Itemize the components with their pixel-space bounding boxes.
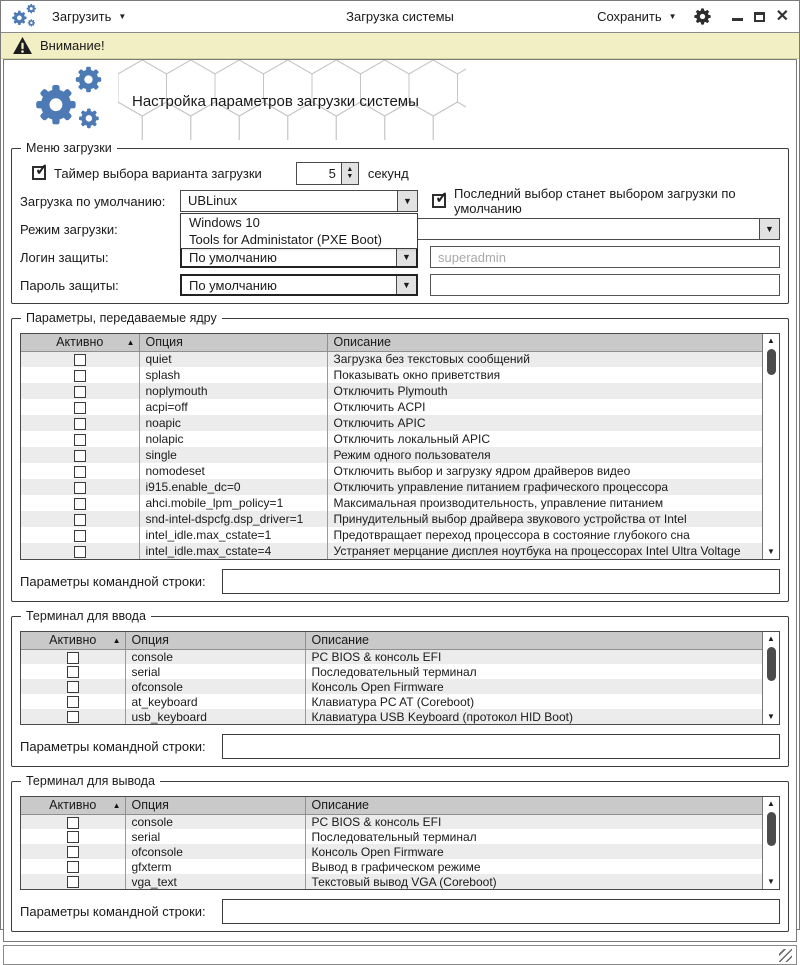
status-bar: [3, 945, 797, 965]
close-button[interactable]: ✕: [775, 7, 789, 25]
row-option: intel_idle.max_cstate=1: [139, 527, 327, 543]
input-cmdline-label: Параметры командной строки:: [20, 738, 206, 754]
row-checkbox[interactable]: [74, 386, 86, 398]
row-option: i915.enable_dc=0: [139, 479, 327, 495]
row-checkbox[interactable]: [67, 876, 79, 888]
row-checkbox[interactable]: [67, 817, 79, 829]
scrollbar-thumb[interactable]: [767, 812, 776, 846]
row-description: Последовательный терминал: [311, 664, 477, 679]
row-option: usb_keyboard: [125, 709, 305, 724]
output-cmdline-input[interactable]: [222, 899, 780, 924]
hero-header: [10, 60, 790, 142]
group-boot-menu-title: Меню загрузки: [21, 141, 117, 155]
row-description: Вывод в графическом режиме: [311, 859, 481, 874]
warning-banner: [1, 33, 799, 59]
group-output-terminal-title: Терминал для вывода: [21, 774, 160, 788]
password-mode-value: По умолчанию: [189, 278, 277, 293]
table-row[interactable]: [21, 399, 762, 415]
row-option: serial: [125, 829, 305, 844]
table-row[interactable]: [21, 709, 762, 724]
output-terminal-table: [20, 796, 780, 890]
kernel-params-table: [20, 333, 780, 560]
maximize-button[interactable]: [754, 12, 765, 22]
scrollbar-thumb[interactable]: [767, 349, 776, 375]
dropdown-option[interactable]: Windows 10: [189, 215, 260, 230]
row-description: Отключить ACPI: [333, 400, 426, 414]
save-menu-button[interactable]: [597, 9, 677, 24]
default-boot-row: [20, 186, 780, 216]
row-description: Принудительный выбор драйвера звукового устройства от Intel: [327, 511, 762, 527]
boot-mode-label: Режим загрузки:: [20, 221, 118, 237]
column-header-description[interactable]: Описание: [305, 797, 762, 814]
row-option: noapic: [139, 415, 327, 431]
default-boot-dropdown-list: [180, 213, 418, 249]
column-header-description[interactable]: Описание: [305, 632, 762, 649]
row-option: acpi=off: [139, 399, 327, 415]
timer-checkbox-label: Таймер выбора варианта загрузки: [54, 165, 262, 181]
vertical-scrollbar[interactable]: [762, 334, 779, 559]
app-gears-icon: [11, 3, 38, 30]
row-description: Загрузка без текстовых сообщений: [327, 351, 762, 367]
row-checkbox[interactable]: [67, 861, 79, 873]
row-checkbox[interactable]: [74, 498, 86, 510]
row-checkbox[interactable]: [74, 370, 86, 382]
warning-text: Внимание!: [40, 38, 105, 53]
vertical-scrollbar[interactable]: [762, 632, 779, 724]
table-row[interactable]: [21, 829, 762, 844]
row-checkbox[interactable]: [74, 418, 86, 430]
row-option: at_keyboard: [125, 694, 305, 709]
table-row[interactable]: [21, 694, 762, 709]
row-checkbox[interactable]: [74, 482, 86, 494]
row-checkbox[interactable]: [74, 434, 86, 446]
chevron-down-icon[interactable]: ▼: [396, 248, 416, 266]
group-kernel-params-title: Параметры, передаваемые ядру: [21, 311, 222, 325]
input-cmdline-row: [20, 733, 780, 759]
table-row[interactable]: [21, 351, 762, 367]
row-description: Последовательный терминал: [311, 829, 477, 844]
login-mode-value: По умолчанию: [189, 250, 277, 265]
column-header-active[interactable]: Активно ▲: [21, 797, 125, 814]
timer-spinbox[interactable]: [296, 162, 359, 185]
row-checkbox[interactable]: [74, 530, 86, 542]
row-checkbox[interactable]: [67, 696, 79, 708]
group-kernel-params: [11, 311, 789, 602]
row-description: Режим одного пользователя: [327, 447, 762, 463]
table-row[interactable]: [21, 527, 762, 543]
row-checkbox[interactable]: [74, 466, 86, 478]
row-option: nomodeset: [139, 463, 327, 479]
password-mode-combobox[interactable]: [180, 274, 418, 296]
page-title: Настройка параметров загрузки системы: [132, 92, 419, 110]
login-input[interactable]: [430, 246, 780, 268]
table-row[interactable]: [21, 415, 762, 431]
scroll-down-icon[interactable]: ▼: [767, 547, 775, 556]
row-description: PC BIOS & консоль EFI: [305, 649, 762, 664]
table-row[interactable]: [21, 479, 762, 495]
row-checkbox[interactable]: [67, 652, 79, 664]
sort-asc-icon: ▲: [126, 338, 135, 347]
input-terminal-table: [20, 631, 780, 725]
table-row[interactable]: [21, 844, 762, 859]
titlebar: [1, 1, 799, 33]
window-title: Загрузка системы: [346, 9, 454, 24]
row-description: Отключить APIC: [327, 415, 762, 431]
warning-triangle-icon: [13, 37, 32, 54]
default-boot-label: Загрузка по умолчанию:: [20, 193, 166, 209]
group-output-terminal: [11, 774, 789, 932]
table-row[interactable]: [21, 463, 762, 479]
row-description: Показывать окно приветствия: [333, 368, 501, 382]
row-checkbox[interactable]: [74, 450, 86, 462]
column-header-option[interactable]: Опция: [139, 334, 327, 351]
timer-value: 5: [328, 165, 336, 181]
row-option: gfxterm: [125, 859, 305, 874]
row-option: console: [125, 814, 305, 829]
sort-asc-icon: ▲: [112, 636, 121, 645]
load-menu-label: Загрузить: [52, 9, 112, 24]
row-description: Консоль Open Firmware: [305, 679, 762, 694]
row-description: Отключить локальный APIC: [333, 432, 491, 446]
timer-row: [20, 162, 780, 184]
kernel-cmdline-row: [20, 568, 780, 594]
row-option: ahci.mobile_lpm_policy=1: [139, 495, 327, 511]
scroll-down-icon[interactable]: ▼: [767, 877, 775, 886]
login-mode-combobox[interactable]: [180, 246, 418, 268]
settings-gear-icon[interactable]: [693, 7, 712, 26]
output-cmdline-row: [20, 898, 780, 924]
dropdown-option[interactable]: Tools for Administator (PXE Boot): [189, 232, 382, 247]
login-row: [20, 246, 780, 268]
column-header-description[interactable]: Описание: [327, 334, 762, 351]
row-option: single: [139, 447, 327, 463]
scroll-down-icon[interactable]: ▼: [767, 712, 775, 721]
scrollbar-thumb[interactable]: [767, 647, 776, 681]
row-checkbox[interactable]: [74, 546, 86, 558]
scroll-up-icon[interactable]: ▲: [767, 634, 775, 643]
password-input[interactable]: [430, 274, 780, 296]
table-row[interactable]: [21, 383, 762, 399]
row-option: splash: [139, 367, 327, 383]
table-row[interactable]: [21, 679, 762, 694]
table-row[interactable]: [21, 543, 762, 559]
row-description: Отключить управление питанием графического процессора: [327, 479, 762, 495]
chevron-down-icon[interactable]: ▼: [396, 276, 416, 294]
row-description: Максимальная производительность, управление питанием: [333, 496, 664, 510]
spin-up-down-icons[interactable]: ▲ ▼: [341, 163, 358, 184]
column-header-active[interactable]: Активно ▲: [21, 632, 125, 649]
column-header-option[interactable]: Опция: [125, 632, 305, 649]
resize-grip[interactable]: [779, 949, 792, 962]
table-row[interactable]: [21, 814, 762, 829]
table-row[interactable]: [21, 431, 762, 447]
row-description: PC BIOS & консоль EFI: [305, 814, 762, 829]
table-row[interactable]: [21, 874, 762, 889]
row-checkbox[interactable]: [67, 711, 79, 723]
scroll-up-icon[interactable]: ▲: [767, 336, 775, 345]
row-option: serial: [125, 664, 305, 679]
kernel-cmdline-input[interactable]: [222, 569, 780, 594]
input-cmdline-input[interactable]: [222, 734, 780, 759]
row-description: Клавиатура PC AT (Coreboot): [311, 694, 475, 709]
row-description: Устраняет мерцание дисплея ноутбука на процессорах Intel Ultra Voltage: [327, 543, 762, 559]
row-checkbox[interactable]: [67, 831, 79, 843]
chevron-down-icon: ▼: [118, 12, 127, 21]
row-option: nolapic: [139, 431, 327, 447]
column-header-active[interactable]: Активно ▲: [21, 334, 139, 351]
timer-checkbox[interactable]: [32, 166, 46, 180]
chevron-down-icon: ▼: [668, 12, 677, 21]
password-label: Пароль защиты:: [20, 277, 119, 293]
row-description: Отключить Plymouth: [327, 383, 762, 399]
content-frame: [3, 59, 797, 942]
group-input-terminal-title: Терминал для ввода: [21, 609, 151, 623]
row-checkbox[interactable]: [67, 666, 79, 678]
table-row[interactable]: [21, 664, 762, 679]
kernel-cmdline-label: Параметры командной строки:: [20, 573, 206, 589]
row-option: snd-intel-dspcfg.dsp_driver=1: [139, 511, 327, 527]
row-checkbox[interactable]: [74, 514, 86, 526]
minimize-button[interactable]: [732, 18, 743, 21]
default-boot-combobox[interactable]: [180, 190, 418, 212]
login-label: Логин защиты:: [20, 249, 109, 265]
row-description: Отключить выбор и загрузку ядром драйверов видео: [333, 464, 631, 478]
save-menu-label: Сохранить: [597, 9, 662, 24]
boot-gears-logo: [24, 64, 116, 138]
default-boot-value: UBLinux: [188, 193, 238, 208]
timer-unit-label: секунд: [367, 165, 409, 181]
table-row[interactable]: [21, 859, 762, 874]
group-boot-menu: [11, 141, 789, 304]
chevron-down-icon[interactable]: ▼: [759, 219, 779, 239]
row-option: vga_text: [125, 874, 305, 889]
sort-asc-icon: ▲: [112, 801, 121, 810]
row-option: ofconsole: [125, 844, 305, 859]
chevron-down-icon[interactable]: ▼: [397, 191, 417, 211]
group-input-terminal: [11, 609, 789, 767]
output-cmdline-label: Параметры командной строки:: [20, 903, 206, 919]
table-row[interactable]: [21, 511, 762, 527]
row-option: ofconsole: [125, 679, 305, 694]
password-row: [20, 274, 780, 296]
row-description: Предотвращает переход процессора в состояние глубокого сна: [333, 528, 690, 542]
row-description: Консоль Open Firmware: [305, 844, 762, 859]
vertical-scrollbar[interactable]: [762, 797, 779, 889]
table-row[interactable]: [21, 447, 762, 463]
scroll-up-icon[interactable]: ▲: [767, 799, 775, 808]
row-checkbox[interactable]: [74, 402, 86, 414]
row-option: intel_idle.max_cstate=4: [139, 543, 327, 559]
row-checkbox[interactable]: [67, 846, 79, 858]
row-option: quiet: [139, 351, 327, 367]
column-header-option[interactable]: Опция: [125, 797, 305, 814]
row-checkbox[interactable]: [74, 354, 86, 366]
table-row[interactable]: [21, 495, 762, 511]
row-description: Текстовый вывод VGA (Coreboot): [305, 874, 762, 889]
last-choice-checkbox-label: Последний выбор станет выбором загрузки по умолчанию: [454, 186, 736, 216]
row-option: console: [125, 649, 305, 664]
table-row[interactable]: [21, 367, 762, 383]
last-choice-checkbox[interactable]: [432, 194, 446, 208]
row-option: noplymouth: [139, 383, 327, 399]
table-row[interactable]: [21, 649, 762, 664]
row-description: Клавиатура USB Keyboard (протокол HID Boot): [305, 709, 762, 724]
row-checkbox[interactable]: [67, 681, 79, 693]
load-menu-button[interactable]: [52, 9, 126, 24]
